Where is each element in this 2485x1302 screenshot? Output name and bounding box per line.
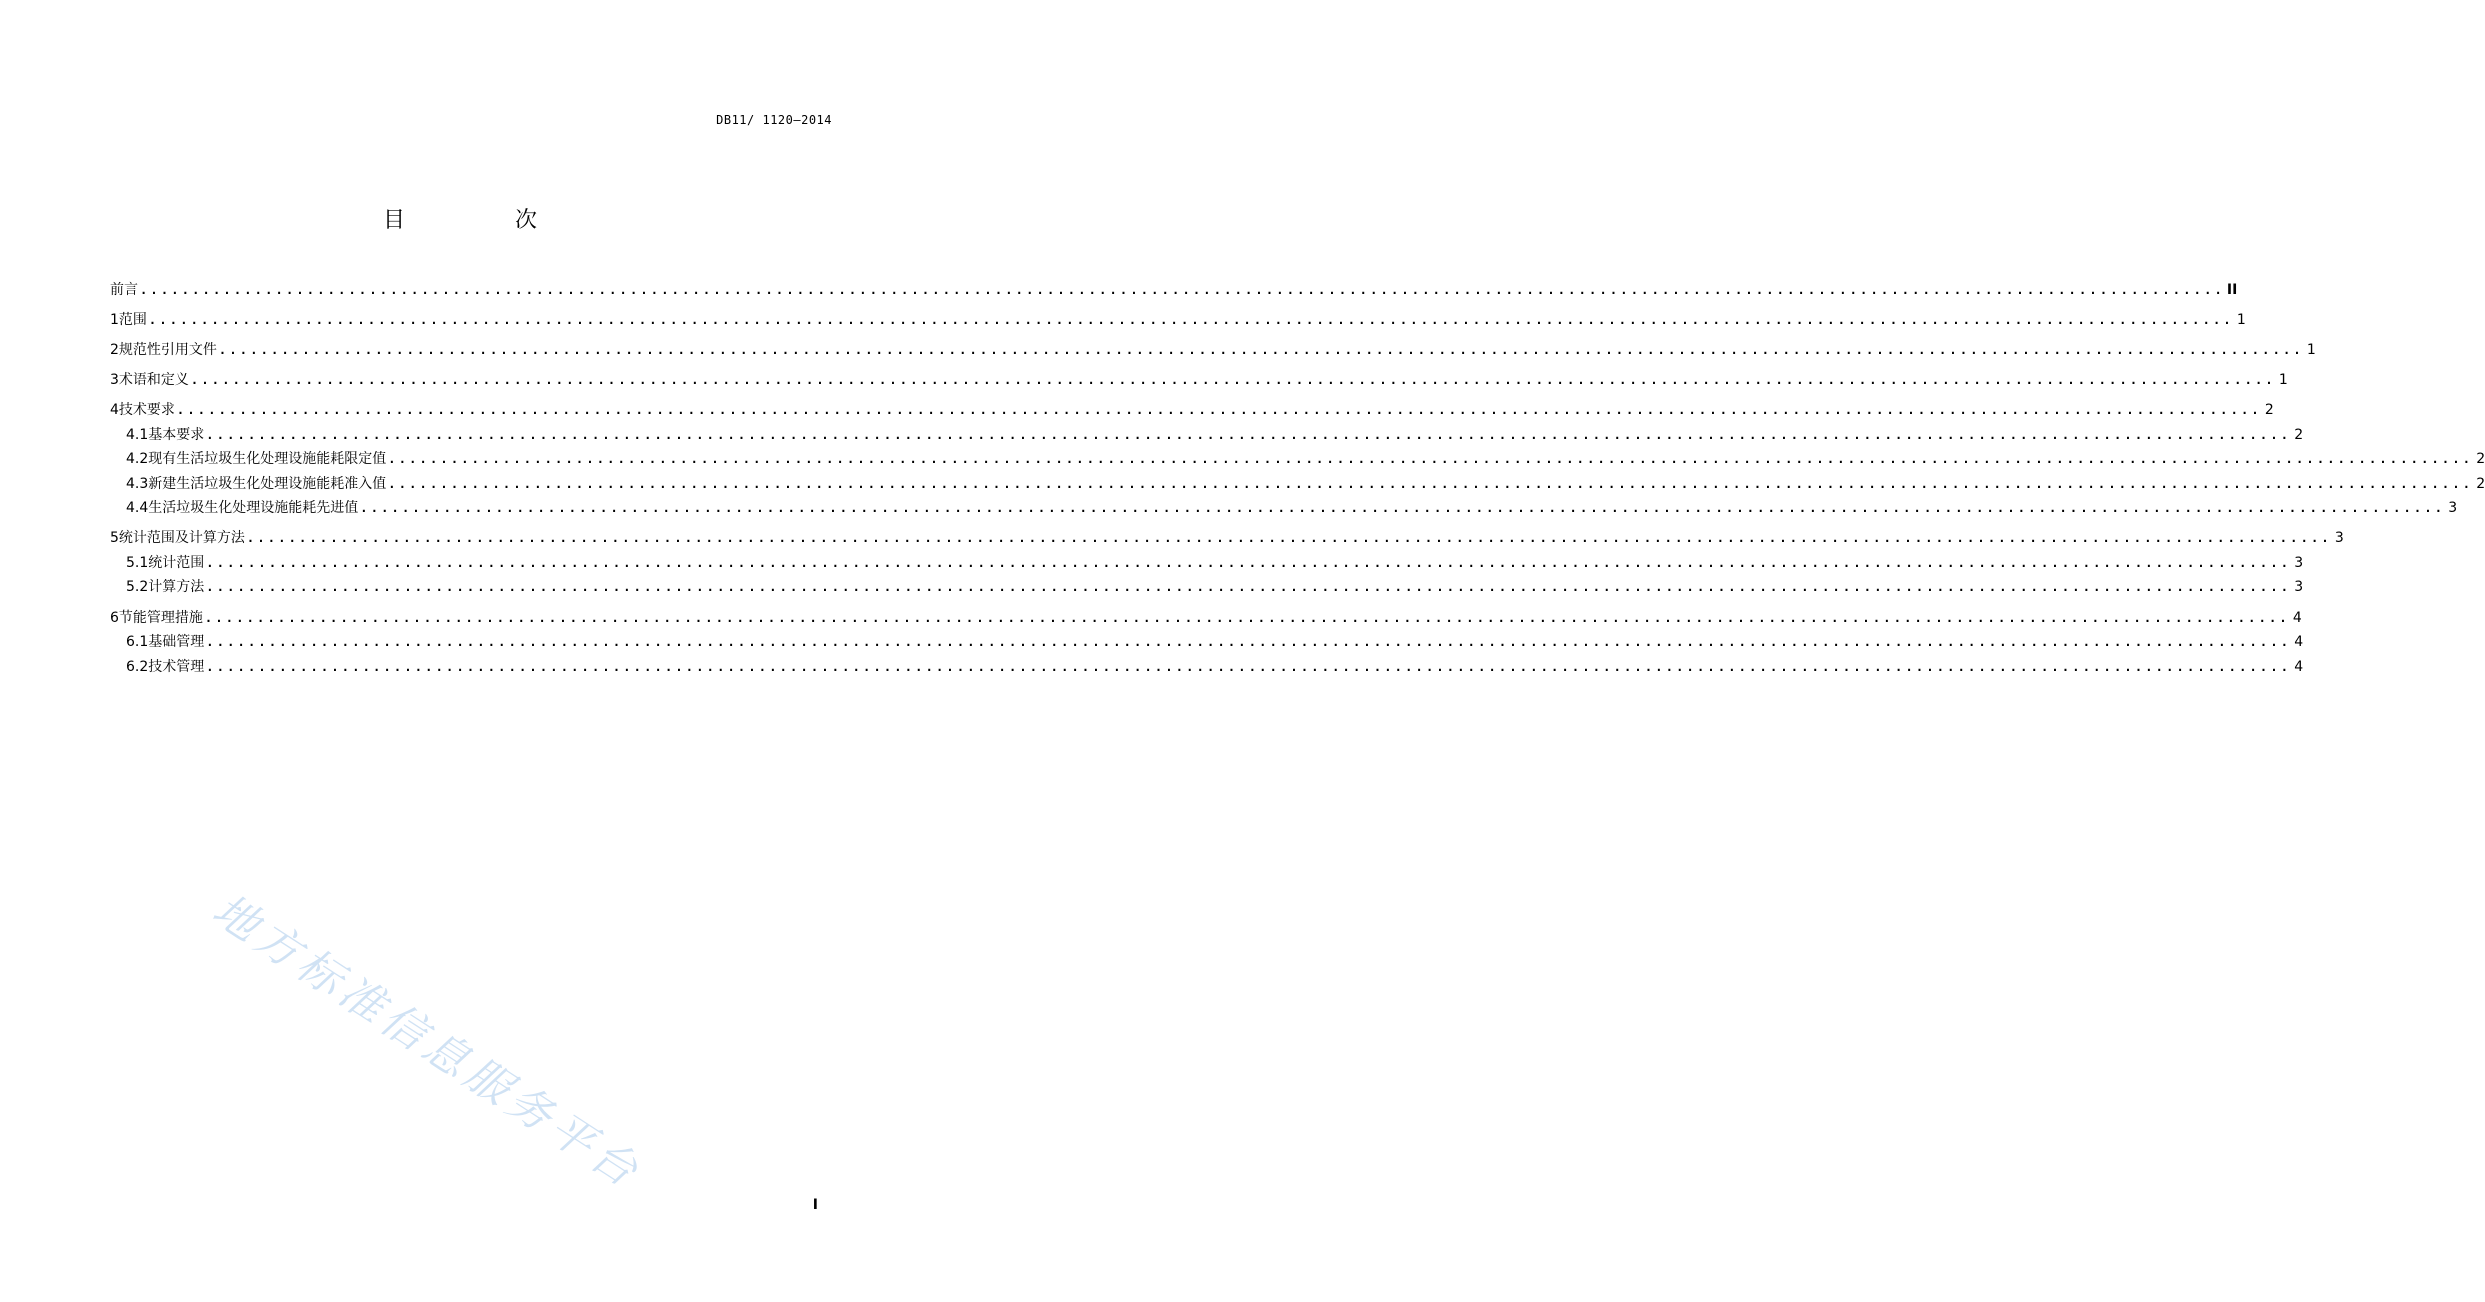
toc-entry-number: 5.2 xyxy=(126,579,149,596)
toc-entry[interactable] xyxy=(110,308,2246,333)
toc-entry-label: 生活垃圾生化处理设施能耗先进值 xyxy=(148,500,359,517)
toc-leader-dots: ........................................................................................................................................................................................................ xyxy=(206,580,2292,595)
toc-entry-label: 计算方法 xyxy=(148,579,205,596)
document-code: DB11/ 1120—2014 xyxy=(716,113,832,127)
toc-entry[interactable] xyxy=(110,630,2304,655)
toc-leader-dots: ........................................................................................................................................................................................................ xyxy=(206,427,2292,442)
toc-entry-page: 3 xyxy=(2334,530,2344,547)
page-title: 目 次 xyxy=(382,208,581,233)
toc-entry-number: 1 xyxy=(110,312,119,329)
toc-entry-number: 3 xyxy=(110,372,119,389)
toc-leader-dots: ........................................................................................................................................................................................................ xyxy=(176,403,2262,418)
toc-leader-dots: ........................................................................................................................................................................................................ xyxy=(140,283,2225,297)
toc-entry-label: 统计范围 xyxy=(148,554,205,571)
toc-entry[interactable] xyxy=(110,447,2485,472)
toc-entry[interactable] xyxy=(110,496,2458,521)
watermark: 地方标准信息服务平台 xyxy=(203,884,651,1200)
toc-entry-label: 术语和定义 xyxy=(118,372,189,389)
toc-entry-page: II xyxy=(2226,282,2238,298)
toc-entry-page: 3 xyxy=(2294,554,2304,571)
toc-leader-dots: ........................................................................................................................................................................................................ xyxy=(206,659,2292,674)
toc-entry-number: 2 xyxy=(110,342,119,359)
toc-entry-number: 6.2 xyxy=(126,658,149,675)
toc-entry-page: 2 xyxy=(2264,402,2274,419)
toc-leader-dots: ........................................................................................................................................................................................................ xyxy=(190,373,2276,388)
toc-leader-dots: ........................................................................................................................................................................................................ xyxy=(148,313,2234,328)
toc-leader-dots: ........................................................................................................................................................................................................ xyxy=(204,610,2290,625)
toc-entry-number: 4.3 xyxy=(126,475,149,492)
toc-entry-number: 5.1 xyxy=(126,554,149,571)
toc-entry-page: 2 xyxy=(2294,426,2304,443)
toc-entry-page: 4 xyxy=(2294,634,2304,651)
toc-entry-label: 基本要求 xyxy=(148,426,205,443)
toc-leader-dots: ........................................................................................................................................................................................................ xyxy=(206,635,2292,650)
toc-leader-dots: ........................................................................................................................................................................................................ xyxy=(360,501,2446,516)
toc-entry[interactable] xyxy=(110,338,2316,363)
toc-entry-page: 1 xyxy=(2278,372,2288,389)
toc-entry-label: 前言 xyxy=(110,282,138,298)
toc-entry-number: 4.4 xyxy=(126,500,149,517)
toc-entry-number: 4 xyxy=(110,402,119,419)
toc-entry-page: 2 xyxy=(2476,451,2485,468)
toc-entry[interactable] xyxy=(110,551,2304,576)
toc-entry-page: 4 xyxy=(2292,609,2302,626)
toc-entry-label: 范围 xyxy=(118,312,147,329)
toc-entry-label: 技术要求 xyxy=(118,402,175,419)
toc-entry-page: 3 xyxy=(2294,579,2304,596)
toc-entry[interactable] xyxy=(110,526,2344,551)
toc-entry[interactable] xyxy=(110,423,2304,448)
toc-entry[interactable] xyxy=(110,575,2304,600)
toc-entry-page: 1 xyxy=(2306,342,2316,359)
toc-entry[interactable] xyxy=(110,398,2274,423)
table-of-contents xyxy=(110,278,2485,679)
toc-leader-dots: ........................................................................................................................................................................................................ xyxy=(388,476,2474,491)
toc-entry[interactable] xyxy=(110,472,2485,497)
toc-entry-page: 2 xyxy=(2476,475,2485,492)
toc-entry-label: 新建生活垃圾生化处理设施能耗准入值 xyxy=(148,475,387,492)
toc-entry-label: 规范性引用文件 xyxy=(118,342,217,359)
toc-entry[interactable] xyxy=(110,278,2238,303)
toc-entry-page: 3 xyxy=(2448,500,2458,517)
toc-entry-number: 6 xyxy=(110,609,119,626)
toc-entry-label: 技术管理 xyxy=(148,658,205,675)
toc-leader-dots: ........................................................................................................................................................................................................ xyxy=(246,531,2332,546)
toc-entry-label: 节能管理措施 xyxy=(118,609,203,626)
toc-entry-page: 1 xyxy=(2236,312,2246,329)
toc-entry-number: 4.1 xyxy=(126,426,149,443)
toc-entry-number: 5 xyxy=(110,530,119,547)
toc-leader-dots: ........................................................................................................................................................................................................ xyxy=(206,555,2292,570)
toc-entry[interactable] xyxy=(110,368,2288,393)
toc-entry-label: 统计范围及计算方法 xyxy=(118,530,245,547)
toc-entry[interactable] xyxy=(110,655,2304,680)
toc-entry-label: 现有生活垃圾生化处理设施能耗限定值 xyxy=(148,451,387,468)
toc-entry-number: 4.2 xyxy=(126,451,149,468)
toc-entry-page: 4 xyxy=(2294,658,2304,675)
page-number: I xyxy=(812,1197,818,1213)
toc-entry-label: 基础管理 xyxy=(148,634,205,651)
toc-entry-number: 6.1 xyxy=(126,634,149,651)
toc-leader-dots: ........................................................................................................................................................................................................ xyxy=(388,452,2474,467)
toc-leader-dots: ........................................................................................................................................................................................................ xyxy=(218,343,2304,358)
toc-entry[interactable] xyxy=(110,606,2302,631)
